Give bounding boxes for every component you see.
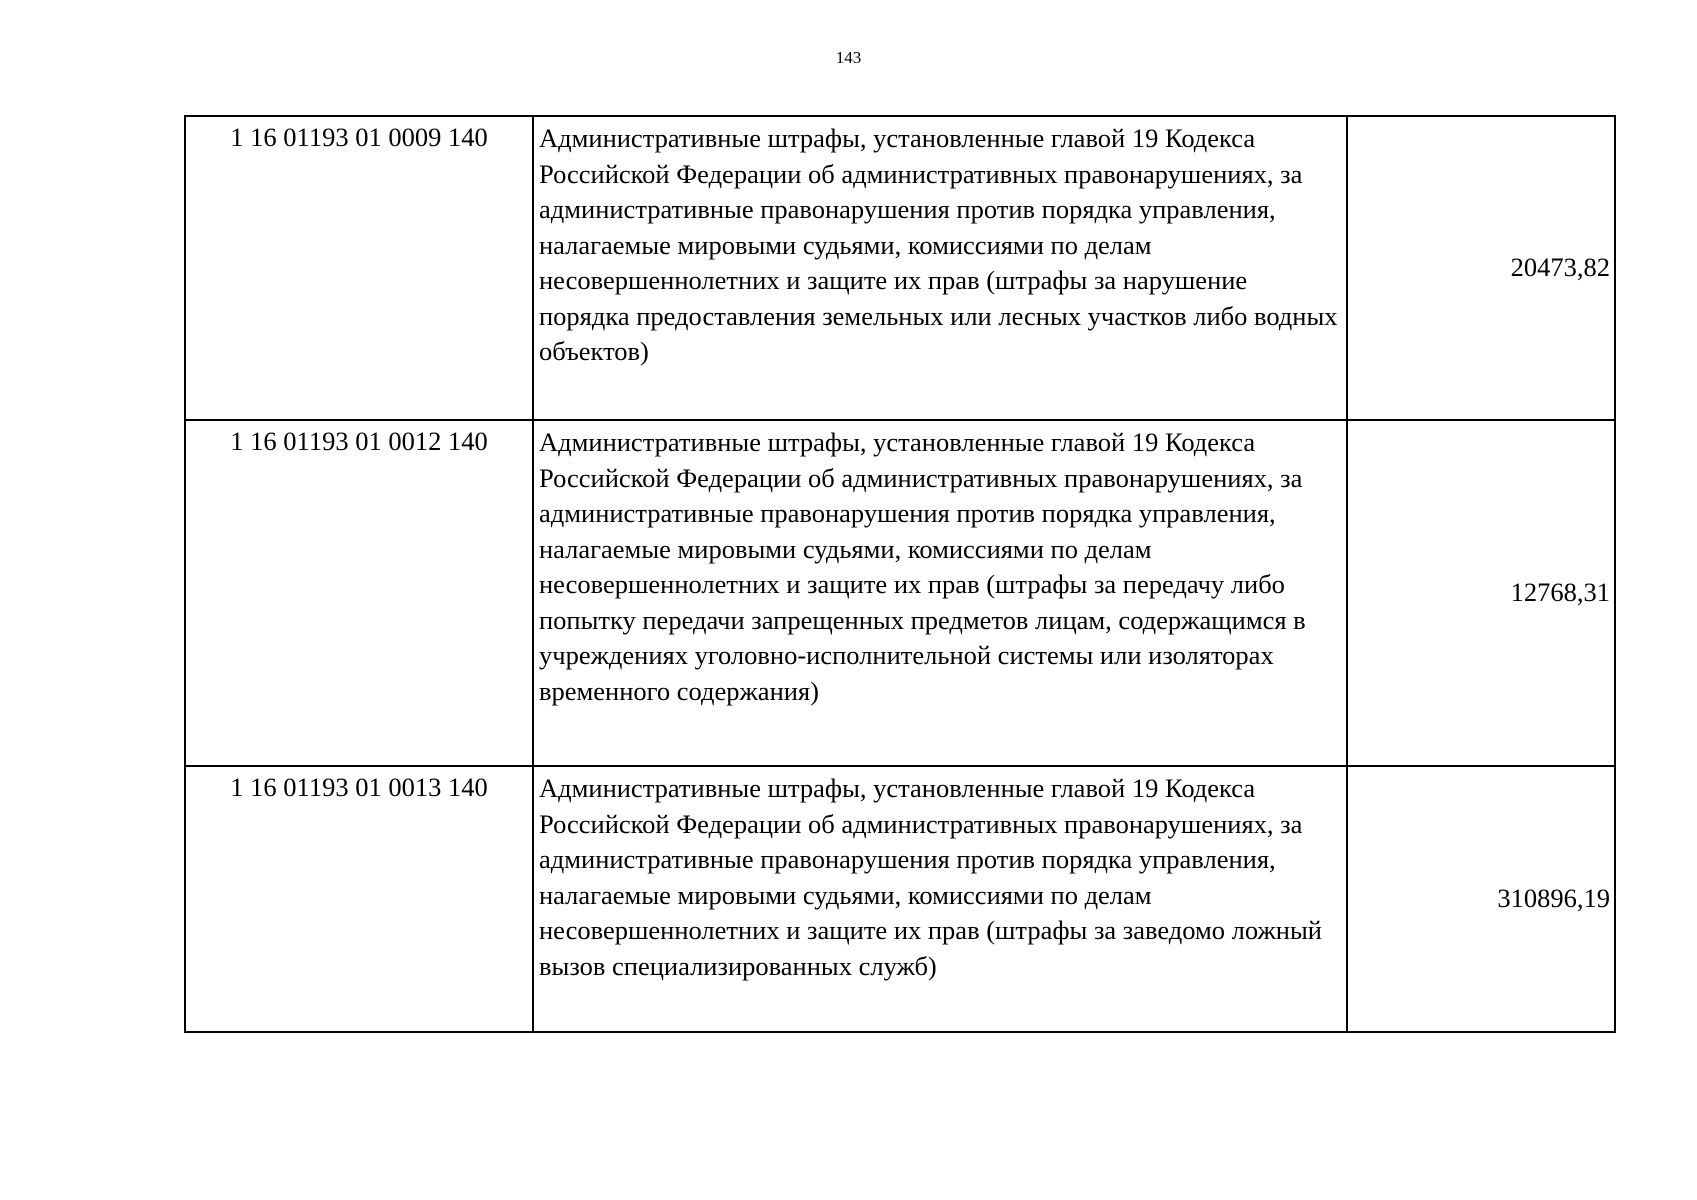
revenue-description: Административные штрафы, установленные главой 19 Кодекса Российской Федерации об административных правонарушениях, за административные правонарушения против порядка управления, налагаемые мировыми судьями, комиссиями по делам несовершеннолетних и защите их прав (штрафы за нарушение порядка предоставления земельных или лесных участков либо водных объектов) [533, 116, 1347, 420]
revenue-amount: 12768,31 [1347, 420, 1615, 766]
budget-classification-code: 1 16 01193 01 0009 140 [185, 116, 533, 420]
revenue-amount: 20473,82 [1347, 116, 1615, 420]
revenue-description: Административные штрафы, установленные главой 19 Кодекса Российской Федерации об административных правонарушениях, за административные правонарушения против порядка управления, налагаемые мировыми судьями, комиссиями по делам несовершеннолетних и защите их прав (штрафы за заведомо ложный вызов специализированных служб) [533, 766, 1347, 1032]
budget-classification-code: 1 16 01193 01 0012 140 [185, 420, 533, 766]
table-row [185, 420, 1615, 766]
revenue-description: Административные штрафы, установленные главой 19 Кодекса Российской Федерации об административных правонарушениях, за административные правонарушения против порядка управления, налагаемые мировыми судьями, комиссиями по делам несовершеннолетних и защите их прав (штрафы за передачу либо попытку передачи запрещенных предметов лицам, содержащимся в учреждениях уголовно-исполнительной системы или изоляторах временного содержания) [533, 420, 1347, 766]
table-row [185, 116, 1615, 420]
revenue-amount: 310896,19 [1347, 766, 1615, 1032]
budget-revenue-table [184, 115, 1616, 1033]
page-number: 143 [835, 48, 862, 67]
budget-classification-code: 1 16 01193 01 0013 140 [185, 766, 533, 1032]
table-row [185, 766, 1615, 1032]
